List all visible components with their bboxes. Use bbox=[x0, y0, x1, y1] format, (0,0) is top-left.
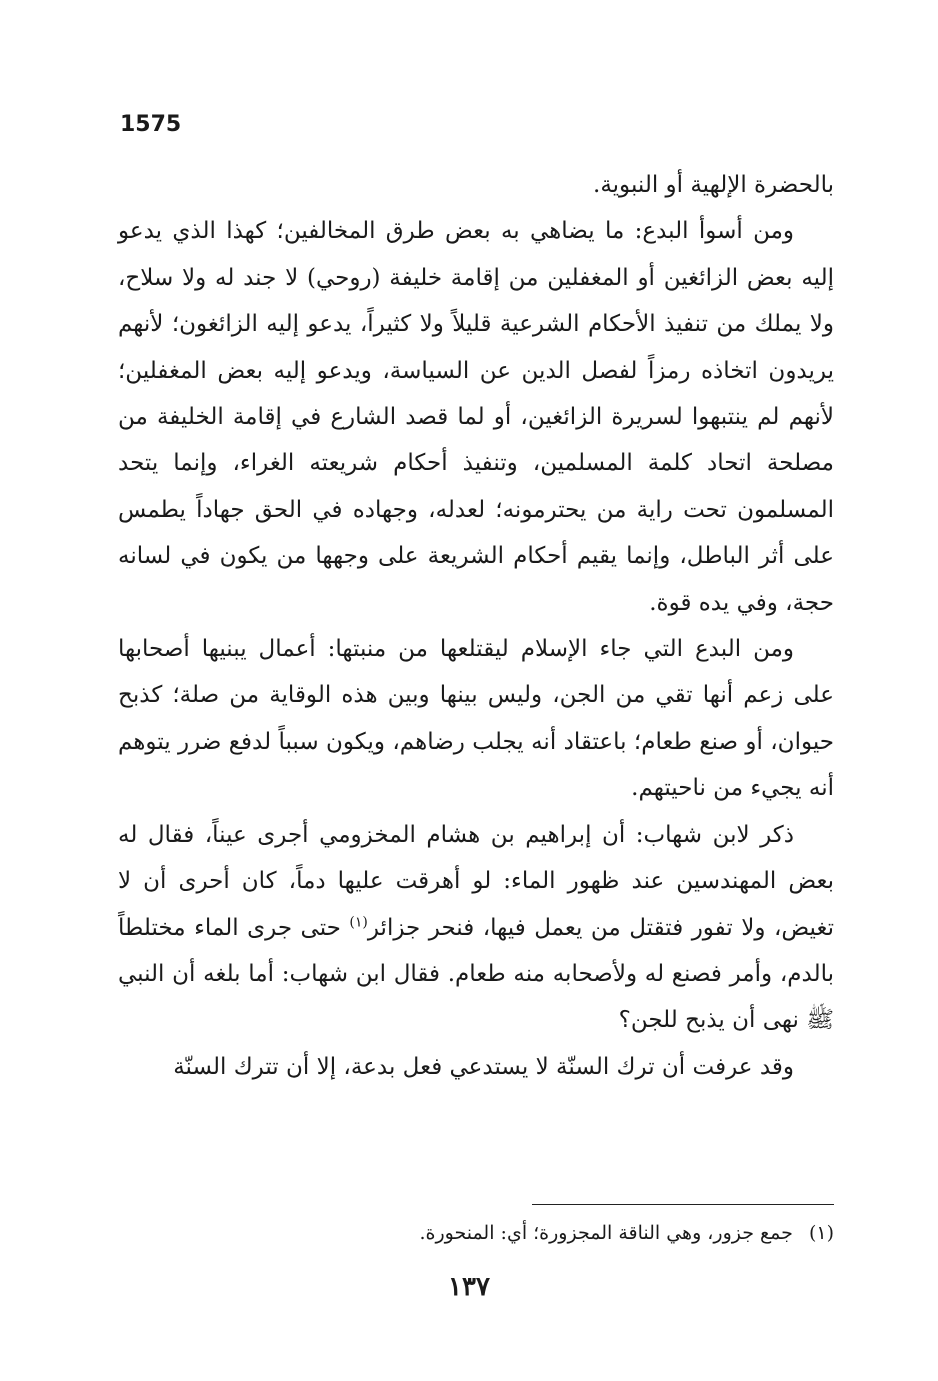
footnote-marker: (١) bbox=[808, 1222, 834, 1244]
page-number: ١٣٧ bbox=[448, 1272, 490, 1302]
paragraph-text-part: ذكر لابن شهاب: أن إبراهيم بن هشام المخزومي أجرى عيناً، فقال له بعض المهندسين عند ظهور الماء: لو أهرقت عليها دماً، كان أحرى أن لا تغيض، ولا تفور فتقتل من يعمل فيها، فنحر جزائر bbox=[118, 821, 834, 941]
body-text bbox=[118, 162, 834, 1090]
page-id: 1575 bbox=[120, 112, 182, 137]
footnote bbox=[118, 1218, 834, 1248]
footnote-divider bbox=[532, 1204, 834, 1205]
paragraph-text-part: حتى جرى الماء مختلطاً بالدم، وأمر فصنع له ولأصحابه منه طعام. فقال ابن شهاب: أما بلغه أن النبي ﷺ نهى أن يذبح للجن؟ bbox=[118, 914, 834, 1034]
paragraph-sunnah: وقد عرفت أن ترك السنّة لا يستدعي فعل بدعة، إلا أن تترك السنّة bbox=[173, 1053, 794, 1080]
paragraph-continuation: بالحضرة الإلهية أو النبوية. bbox=[593, 172, 834, 198]
footnote-text: جمع جزور، وهي الناقة المجزورة؛ أي: المنحورة. bbox=[419, 1222, 793, 1244]
paragraph-ibn-shihab bbox=[118, 812, 834, 1044]
paragraph-worst-innovations: ومن أسوأ البدع: ما يضاهي به بعض طرق المخالفين؛ كهذا الذي يدعو إليه بعض الزائغين أو المغفلين من إقامة خليفة (روحي) لا جند له ولا سلاح، ولا يملك من تنفيذ الأحكام الشرعية قليلاً ولا كثيراً، يدعو إليه الزائغون؛ لأنهم يريدون اتخاذه رمزاً لفصل الدين عن السياسة، ويدعو إليه بعض المغفلين؛ لأنهم لم ينتبهوا لسريرة الزائغين، أو لما قصد الشارع في إقامة الخليفة من مصلحة اتحاد كلمة المسلمين، وتنفيذ أحكام شريعته الغراء، وإنما يتحد المسلمون تحت راية من يحترمونه؛ لعدله، وجهاده في الحق جهاداً يطمس على أثر الباطل، وإنما يقيم أحكام الشريعة على وجهها من يكون في لسانه حجة، وفي يده قوة. bbox=[118, 218, 835, 616]
paragraph-jinn-innovations: ومن البدع التي جاء الإسلام ليقتلعها من منبتها: أعمال يبنيها أصحابها على زعم أنها تقي من الجن، وليس بينها وبين هذه الوقاية من صلة؛ كذبح حيوان، أو صنع طعام؛ باعتقاد أنه يجلب رضاهم، ويكون سبباً لدفع ضرر يتوهم أنه يجيء من ناحيتهم. bbox=[118, 636, 834, 802]
footnote-reference[interactable]: (١) bbox=[349, 913, 368, 930]
